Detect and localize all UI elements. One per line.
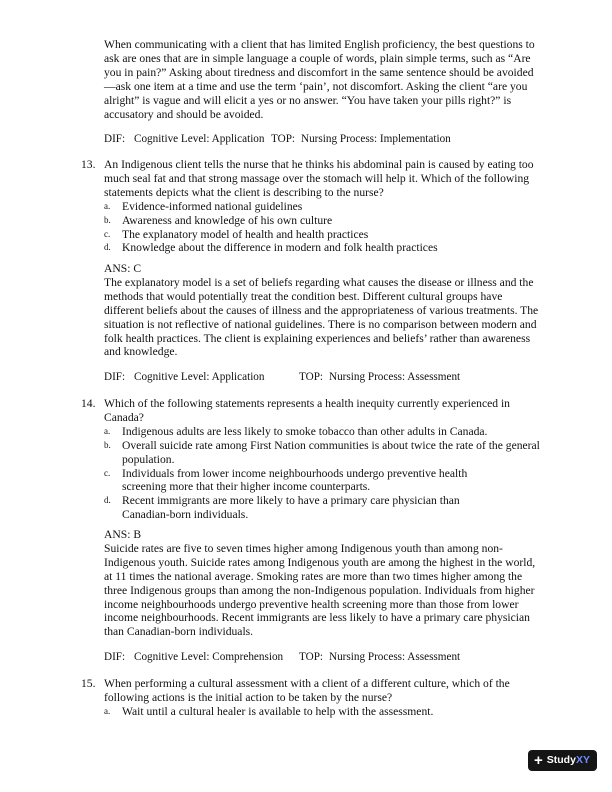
question-text: When performing a cultural assessment with a client of a different culture, which of the following actions is the initial action to be taken by the nurse? bbox=[104, 677, 510, 704]
brand-suffix: XY bbox=[575, 754, 590, 766]
option-letter: b. bbox=[104, 439, 111, 450]
option-text: Knowledge about the difference in modern and folk health practices bbox=[122, 241, 438, 255]
option-text: Awareness and knowledge of his own culture bbox=[122, 213, 333, 227]
option-item bbox=[104, 494, 502, 522]
option-letter: c. bbox=[104, 467, 111, 478]
option-letter: d. bbox=[104, 242, 111, 253]
rationale-text: The explanatory model is a set of beliefs regarding what causes the disease or illness and the methods that would potentially treat the condition best. Different cultural groups have different beliefs about the causes of illness and the appropriateness of various treatments. The situation is not reflective of national guidelines. There is no comparison between modern and folk health practices. The client is explaining experiences and beliefs’ rather than awareness and knowledge. bbox=[104, 275, 539, 359]
q13-meta-line bbox=[104, 371, 460, 385]
option-letter: b. bbox=[104, 214, 111, 225]
question-14 bbox=[104, 397, 544, 522]
option-text: Indigenous adults are less likely to smoke tobacco than other adults in Canada. bbox=[122, 424, 488, 438]
top-value: Nursing Process: Assessment bbox=[329, 371, 461, 383]
option-list bbox=[104, 705, 544, 719]
option-item bbox=[104, 425, 544, 439]
option-letter: a. bbox=[104, 200, 111, 211]
option-item bbox=[104, 200, 544, 214]
dif-label: DIF: bbox=[104, 133, 126, 145]
dif-value: Cognitive Level: Application bbox=[134, 371, 265, 383]
question-number: 15. bbox=[81, 677, 96, 690]
option-letter: a. bbox=[104, 705, 111, 716]
option-text: Wait until a cultural healer is available to help with the assessment. bbox=[122, 704, 434, 718]
option-letter: a. bbox=[104, 425, 111, 436]
option-item bbox=[104, 705, 544, 719]
question-15 bbox=[104, 677, 544, 719]
option-letter: c. bbox=[104, 228, 111, 239]
option-text: Evidence-informed national guidelines bbox=[122, 199, 303, 213]
answer-13-block bbox=[104, 262, 544, 359]
option-text: Individuals from lower income neighbourhoods undergo preventive health screening more that their higher income counterparts. bbox=[122, 466, 468, 494]
option-item bbox=[104, 439, 544, 467]
q14-meta-line bbox=[104, 651, 460, 665]
option-item bbox=[104, 214, 544, 228]
option-letter: d. bbox=[104, 495, 111, 506]
question-number: 13. bbox=[81, 158, 96, 171]
top-label: TOP: bbox=[271, 133, 296, 145]
studyxy-logo[interactable] bbox=[528, 750, 597, 771]
top-label: TOP: bbox=[299, 651, 324, 663]
intro-rationale-block bbox=[104, 38, 544, 121]
rationale-text: Suicide rates are five to seven times higher among Indigenous youth than among non-Indigenous youth. Suicide rates among Indigenous youth are among the highest in the world, at 11 times the national average. Smoking rates are more than two times higher among the three Indigenous groups than among the non-Indigenous population. Individuals from higher income neighbourhoods undergo preventive health screening more than those from lower income neighbourhoods. Recent immigrants are less likely to have a primary care physician than Canadian-born individuals. bbox=[104, 541, 536, 639]
answer-14-block bbox=[104, 528, 544, 639]
option-list bbox=[104, 425, 544, 522]
rationale-text: When communicating with a client that has limited English proficiency, the best questions to ask are ones that are in simple language a couple of words, plain simple terms, such as “Are you in pain?” Asking about tiredness and discomfort in the same sentence should be avoided—ask one item at a time and use the term ‘pain’, not discomfort. Asking the client “are you alright” is vague and will elicit a yes or no answer. “You have taken your pills right?” is accusatory and should be avoided. bbox=[104, 38, 535, 121]
top-value: Nursing Process: Implementation bbox=[301, 133, 451, 145]
option-item bbox=[104, 467, 492, 495]
option-text: Overall suicide rate among First Nation communities is about twice the rate of the general population. bbox=[122, 438, 540, 466]
brand-prefix: Study bbox=[546, 754, 576, 766]
dif-value: Cognitive Level: Comprehension bbox=[134, 651, 284, 663]
top-value: Nursing Process: Assessment bbox=[329, 651, 461, 663]
plus-icon: + bbox=[534, 752, 543, 769]
dif-label: DIF: bbox=[104, 371, 126, 383]
option-text: The explanatory model of health and health practices bbox=[122, 227, 369, 241]
dif-value: Cognitive Level: Application bbox=[134, 133, 265, 145]
option-text: Recent immigrants are more likely to have a primary care physician than Canadian-born individuals. bbox=[122, 494, 460, 522]
question-text: Which of the following statements represents a health inequity currently experienced in Canada? bbox=[104, 397, 510, 424]
dif-label: DIF: bbox=[104, 651, 126, 663]
answer-key: ANS: B bbox=[104, 528, 142, 541]
question-text: An Indigenous client tells the nurse that he thinks his abdominal pain is caused by eating too much seal fat and that strong massage over the stomach will help it. Which of the following statements depicts what the client is describing to the nurse? bbox=[104, 158, 534, 199]
option-item bbox=[104, 241, 544, 255]
intro-meta-line bbox=[104, 133, 451, 147]
question-number: 14. bbox=[81, 397, 96, 410]
question-13 bbox=[104, 158, 544, 255]
top-label: TOP: bbox=[299, 371, 324, 383]
answer-key: ANS: C bbox=[104, 262, 142, 275]
option-item bbox=[104, 228, 544, 242]
option-list bbox=[104, 200, 544, 256]
